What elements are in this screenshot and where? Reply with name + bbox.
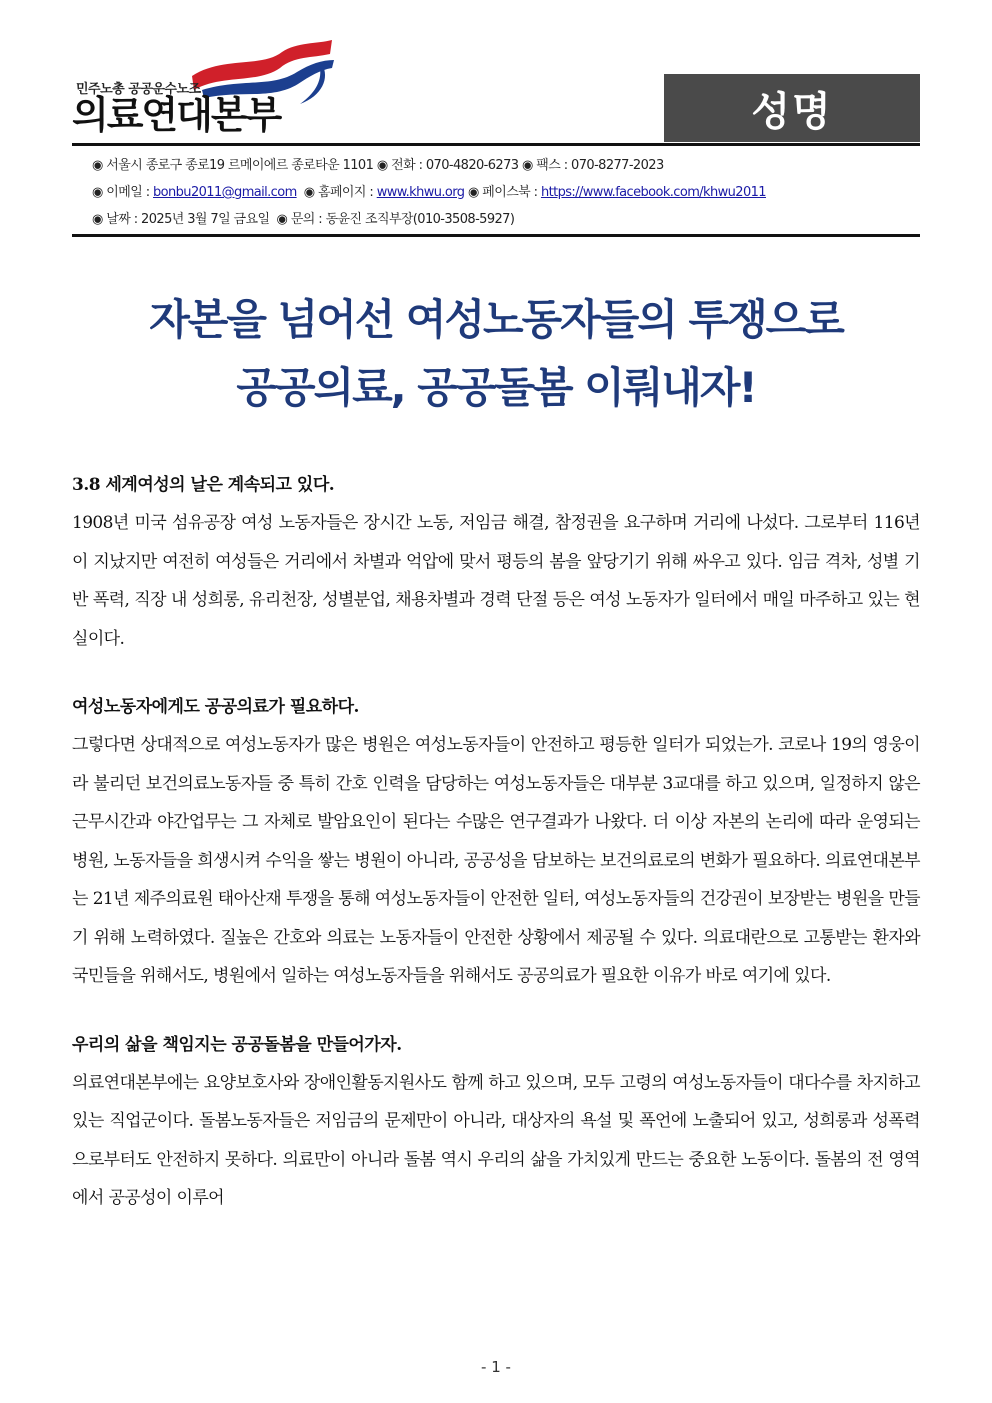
section-paragraph: 그렇다면 상대적으로 여성노동자가 많은 병원은 여성노동자들이 안전하고 평등한 일터가 되었는가. 코로나 19의 영웅이라 불리던 보건의료노동자들 중 특히 간호 인력을 담당하는 여성노동자들은 대부분 3교대를 하고 있으며, 일정하지 않은 근무시간과 야간업무는 그 자체로 발암요인이 된다는 수많은 연구결과가 나왔다. 더 이상 자본의 논리에 따라 운영되는 병원, 노동자들을 희생시켜 수익을 쌓는 병원이 아니라, 공공성을 담보하는 보건의료로의 변화가 필요하다. 의료연대본부는 21년 제주의료원 태아산재 투쟁을 통해 여성노동자들이 안전한 일터, 여성노동자들의 건강권이 보장받는 병원을 만들기 위해 노력하였다. 질높은 간호와 의료는 노동자들이 안전한 상황에서 제공될 수 있다. 의료대란으로 고통받는 환자와 국민들을 위해서도, 병원에서 일하는 여성노동자들을 위해서도 공공의료가 필요한 이유가 바로 여기에 있다. xyxy=(72,735,920,986)
email-label: 이메일 : xyxy=(106,185,154,200)
page-number: - 1 - xyxy=(481,1358,511,1376)
header-divider-top xyxy=(72,143,920,146)
bullet-icon: ◉ xyxy=(522,158,533,173)
contact-line-2 xyxy=(92,179,912,206)
facebook-link[interactable]: https://www.facebook.com/khwu2011 xyxy=(540,185,766,200)
title-line-2: 공공의료, 공공돌봄 이뤄내자! xyxy=(236,363,756,412)
bullet-icon: ◉ xyxy=(303,185,315,200)
section-paragraph: 의료연대본부에는 요양보호사와 장애인활동지원사도 함께 하고 있으며, 모두 고령의 여성노동자들이 대다수를 차지하고 있는 직업군이다. 돌봄노동자들은 저임금의 문제만이 아니라, 대상자의 욕설 및 폭언에 노출되어 있고, 성희롱과 성폭력으로부터도 안전하지 못하다. 의료만이 아니라 돌봄 역시 우리의 삶을 가치있게 만드는 중요한 노동이다. 돌봄의 전 영역에서 공공성이 이루어 xyxy=(72,1072,920,1208)
header-divider-bottom xyxy=(72,234,920,237)
letterhead xyxy=(72,34,920,146)
bullet-icon: ◉ xyxy=(92,158,103,173)
homepage-link[interactable]: www.khwu.org xyxy=(376,185,465,200)
document-type-badge: 성명 xyxy=(664,74,920,142)
bullet-icon: ◉ xyxy=(92,212,103,227)
section-heading: 3.8 세계여성의 날은 계속되고 있다. xyxy=(72,475,335,495)
bullet-icon: ◉ xyxy=(467,185,479,200)
inquiry: 문의 : 동윤진 조직부장(010-3508-5927) xyxy=(290,212,515,227)
org-subtitle: 민주노총 공공운수노조 xyxy=(76,82,201,97)
phone: 전화 : 070-4820-6273 xyxy=(391,158,519,173)
statement-title xyxy=(72,286,920,422)
fax: 팩스 : 070-8277-2023 xyxy=(536,158,664,173)
date: 날짜 : 2025년 3월 7일 금요일 xyxy=(106,212,270,227)
section-paragraph: 1908년 미국 섬유공장 여성 노동자들은 장시간 노동, 저임금 해결, 참정권을 요구하며 거리에 나섰다. 그로부터 116년이 지났지만 여전히 여성들은 거리에서 차별과 억압에 맞서 평등의 봄을 앞당기기 위해 싸우고 있다. 임금 격차, 성별 기반 폭력, 직장 내 성희롱, 유리천장, 성별분업, 채용차별과 경력 단절 등은 여성 노동자가 일터에서 매일 마주하고 있는 현실이다. xyxy=(72,513,920,649)
contact-line-3 xyxy=(92,206,912,233)
org-logo xyxy=(72,34,372,146)
bullet-icon: ◉ xyxy=(376,158,388,173)
contact-info xyxy=(92,152,912,233)
title-line-1: 자본을 넘어선 여성노동자들의 투쟁으로 xyxy=(149,295,843,344)
contact-line-1 xyxy=(92,152,912,179)
address: 서울시 종로구 종로19 르메이에르 종로타운 1101 xyxy=(106,158,374,173)
email-link[interactable]: bonbu2011@gmail.com xyxy=(153,185,297,200)
org-name: 의료연대본부 xyxy=(72,93,281,137)
bullet-icon: ◉ xyxy=(276,212,288,227)
section-heading: 우리의 삶을 책임지는 공공돌봄을 만들어가자. xyxy=(72,1034,402,1055)
facebook-label: 페이스북 : xyxy=(482,185,541,200)
homepage-label: 홈페이지 : xyxy=(318,185,377,200)
section-heading: 여성노동자에게도 공공의료가 필요하다. xyxy=(72,697,359,717)
bullet-icon: ◉ xyxy=(92,185,103,200)
statement-body xyxy=(72,466,920,1218)
